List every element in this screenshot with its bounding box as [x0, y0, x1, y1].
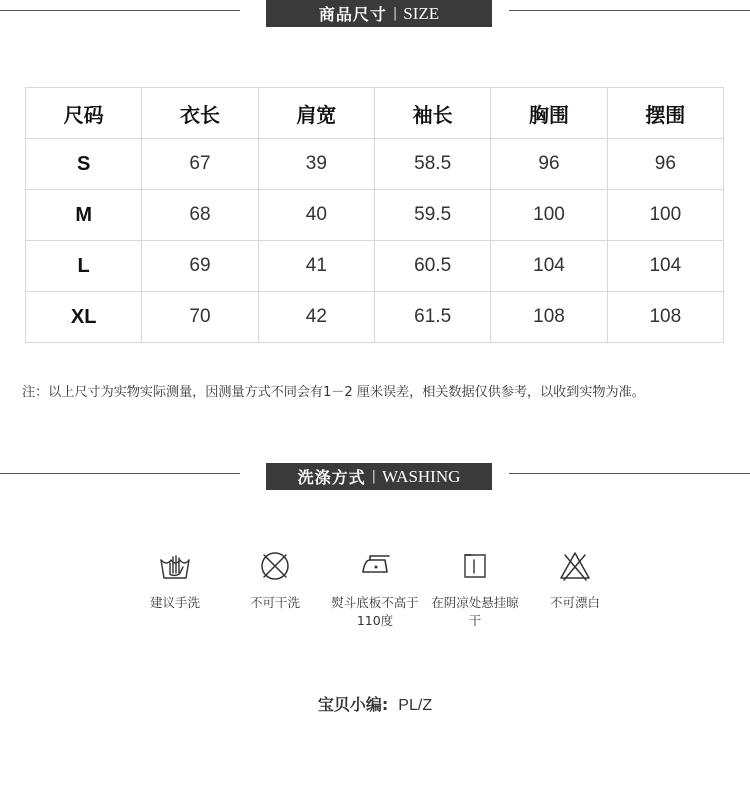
no-bleach-icon: [557, 548, 593, 584]
wash-item-hand-wash: [125, 548, 225, 612]
size-cell: L: [26, 241, 142, 292]
shoulder-cell: 39: [258, 139, 374, 190]
size-table-header-row: [26, 88, 724, 139]
header-hem: 摆围: [607, 88, 723, 139]
item-code: [0, 692, 750, 715]
hem-cell: 96: [607, 139, 723, 190]
header-divider-right: [509, 473, 750, 474]
length-cell: 67: [142, 139, 258, 190]
wash-item-label: 熨斗底板不高于110度: [331, 595, 419, 628]
wash-item-label: 建议手洗: [149, 595, 200, 610]
wash-instructions: [125, 548, 625, 638]
wash-item-iron-low: [325, 548, 425, 630]
wash-section-title-cn: 洗涤方式: [297, 468, 366, 487]
line-dry-shade-icon: [457, 548, 493, 584]
header-chest: 胸围: [491, 88, 607, 139]
size-section-title-en: SIZE: [403, 3, 440, 23]
header-sleeve: 袖长: [374, 88, 490, 139]
sleeve-cell: 58.5: [374, 139, 490, 190]
hand-wash-icon: [157, 548, 193, 584]
header-length: 衣长: [142, 88, 258, 139]
wash-item-label: 不可干洗: [249, 595, 300, 610]
shoulder-cell: 41: [258, 241, 374, 292]
shoulder-cell: 40: [258, 190, 374, 241]
chest-cell: 100: [491, 190, 607, 241]
size-section-tag: [266, 0, 492, 27]
header-size: 尺码: [26, 88, 142, 139]
wash-item-label: 不可漂白: [549, 595, 600, 610]
table-row: [26, 139, 724, 190]
item-code-label: 宝贝小编:: [317, 695, 389, 714]
sleeve-cell: 61.5: [374, 292, 490, 343]
chest-cell: 96: [491, 139, 607, 190]
table-row: [26, 292, 724, 343]
sleeve-cell: 59.5: [374, 190, 490, 241]
size-table: [25, 87, 724, 343]
shoulder-cell: 42: [258, 292, 374, 343]
size-cell: M: [26, 190, 142, 241]
header-divider-right: [509, 10, 750, 11]
wash-item-no-dry-clean: [225, 548, 325, 612]
length-cell: 70: [142, 292, 258, 343]
header-shoulder: 肩宽: [258, 88, 374, 139]
size-section-header: [0, 0, 750, 28]
item-code-value: PL/Z: [398, 697, 433, 714]
wash-item-label: 在阴凉处悬挂晾干: [431, 595, 519, 628]
size-cell: S: [26, 139, 142, 190]
wash-section-separator: |: [371, 469, 376, 484]
measurement-note: 注：以上尺寸为实物实际测量，因测量方式不同会有1－2 厘米误差，相关数据仅供参考，以收到实物为准。: [22, 385, 645, 400]
header-divider-left: [0, 473, 240, 474]
wash-item-line-dry-shade: [425, 548, 525, 630]
length-cell: 68: [142, 190, 258, 241]
hem-cell: 100: [607, 190, 723, 241]
wash-section-tag: [266, 463, 492, 490]
chest-cell: 104: [491, 241, 607, 292]
iron-low-icon: [357, 548, 393, 584]
wash-item-no-bleach: [525, 548, 625, 612]
wash-section-header: [0, 463, 750, 491]
chest-cell: 108: [491, 292, 607, 343]
table-row: [26, 190, 724, 241]
wash-section-title-en: WASHING: [382, 466, 461, 486]
sleeve-cell: 60.5: [374, 241, 490, 292]
size-cell: XL: [26, 292, 142, 343]
table-row: [26, 241, 724, 292]
header-divider-left: [0, 10, 240, 11]
hem-cell: 104: [607, 241, 723, 292]
hem-cell: 108: [607, 292, 723, 343]
no-dry-clean-icon: [257, 548, 293, 584]
size-section-separator: |: [392, 6, 398, 21]
length-cell: 69: [142, 241, 258, 292]
size-section-title-cn: 商品尺寸: [318, 5, 387, 24]
